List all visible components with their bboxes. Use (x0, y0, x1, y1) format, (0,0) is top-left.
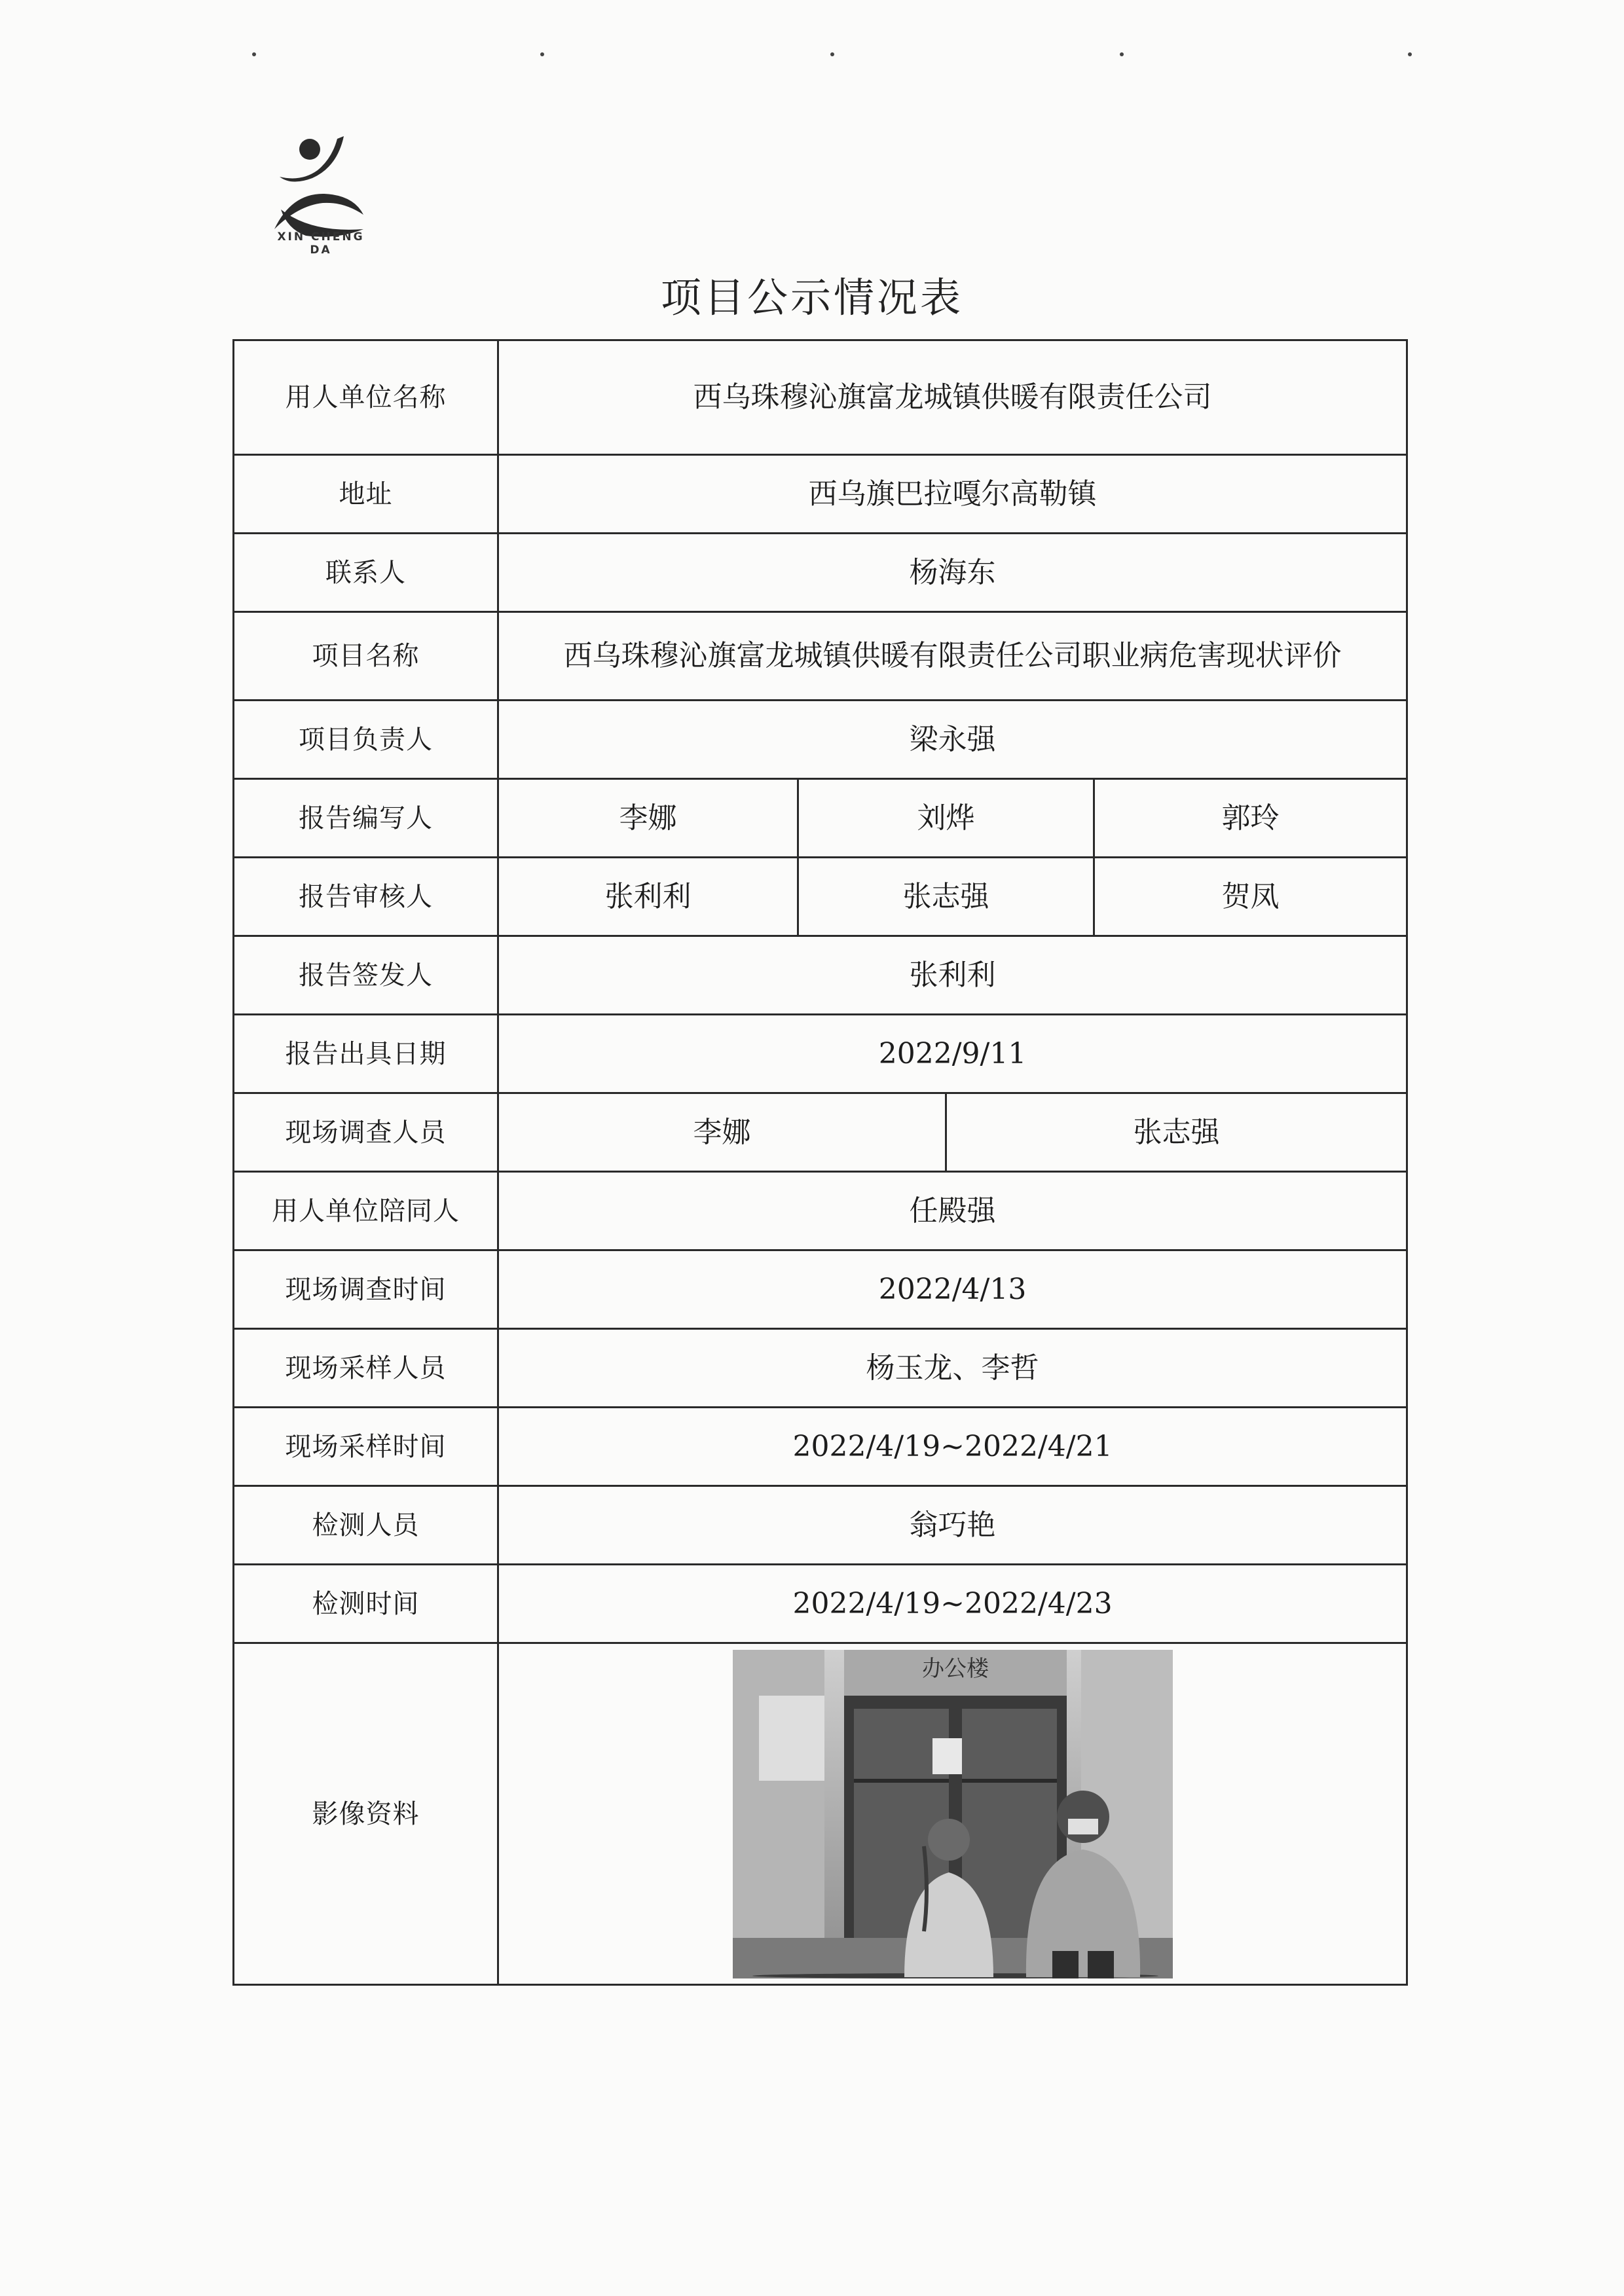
label-survey-staff: 现场调查人员 (234, 1093, 498, 1172)
value-author-1: 李娜 (498, 779, 798, 858)
label-test-time: 检测时间 (234, 1565, 498, 1643)
value-survey-time: 2022/4/13 (498, 1250, 1407, 1329)
value-employer: 西乌珠穆沁旗富龙城镇供暖有限责任公司 (498, 340, 1407, 455)
label-project-lead: 项目负责人 (234, 701, 498, 779)
label-reviewers: 报告审核人 (234, 858, 498, 936)
label-sampling-staff: 现场采样人员 (234, 1329, 498, 1408)
label-address: 地址 (234, 455, 498, 534)
label-survey-time: 现场调查时间 (234, 1250, 498, 1329)
value-test-time: 2022/4/19~2022/4/23 (498, 1565, 1407, 1643)
value-project-lead: 梁永强 (498, 701, 1407, 779)
row-escort (234, 1172, 1407, 1250)
row-contact (234, 534, 1407, 612)
value-survey-staff-1: 李娜 (498, 1093, 946, 1172)
label-media: 影像资料 (234, 1643, 498, 1985)
value-reviewer-1: 张利利 (498, 858, 798, 936)
row-survey-time (234, 1250, 1407, 1329)
label-contact: 联系人 (234, 534, 498, 612)
value-sampling-time: 2022/4/19~2022/4/21 (498, 1408, 1407, 1486)
row-media (234, 1643, 1407, 1985)
row-project-lead (234, 701, 1407, 779)
row-project-name (234, 612, 1407, 701)
photo-sign-text: 办公楼 (921, 1655, 989, 1682)
value-issue-date: 2022/9/11 (498, 1015, 1407, 1093)
row-sampling-staff (234, 1329, 1407, 1408)
row-test-time (234, 1565, 1407, 1643)
label-authors: 报告编写人 (234, 779, 498, 858)
value-project-name: 西乌珠穆沁旗富龙城镇供暖有限责任公司职业病危害现状评价 (498, 612, 1407, 701)
label-issue-date: 报告出具日期 (234, 1015, 498, 1093)
value-survey-staff-2: 张志强 (946, 1093, 1407, 1172)
row-authors (234, 779, 1407, 858)
value-escort: 任殿强 (498, 1172, 1407, 1250)
value-address: 西乌旗巴拉嘎尔高勒镇 (498, 455, 1407, 534)
row-address (234, 455, 1407, 534)
label-sampling-time: 现场采样时间 (234, 1408, 498, 1486)
site-photo (733, 1650, 1173, 1978)
value-author-3: 郭玲 (1094, 779, 1407, 858)
value-signer: 张利利 (498, 936, 1407, 1015)
project-info-table (232, 339, 1408, 1986)
row-employer (234, 340, 1407, 455)
value-contact: 杨海东 (498, 534, 1407, 612)
media-cell (498, 1643, 1407, 1985)
label-testers: 检测人员 (234, 1486, 498, 1565)
value-author-2: 刘烨 (798, 779, 1094, 858)
value-sampling-staff: 杨玉龙、李哲 (498, 1329, 1407, 1408)
scan-dots (0, 52, 1624, 65)
row-signer (234, 936, 1407, 1015)
value-reviewer-2: 张志强 (798, 858, 1094, 936)
row-issue-date (234, 1015, 1407, 1093)
page-title: 项目公示情况表 (660, 274, 963, 321)
logo-text: XIN CHENG DA (277, 230, 365, 257)
value-testers: 翁巧艳 (498, 1486, 1407, 1565)
value-reviewer-3: 贺凤 (1094, 858, 1407, 936)
label-escort: 用人单位陪同人 (234, 1172, 498, 1250)
row-sampling-time (234, 1408, 1407, 1486)
label-employer: 用人单位名称 (234, 340, 498, 455)
label-project-name: 项目名称 (234, 612, 498, 701)
row-testers (234, 1486, 1407, 1565)
label-signer: 报告签发人 (234, 936, 498, 1015)
row-reviewers (234, 858, 1407, 936)
row-survey-staff (234, 1093, 1407, 1172)
